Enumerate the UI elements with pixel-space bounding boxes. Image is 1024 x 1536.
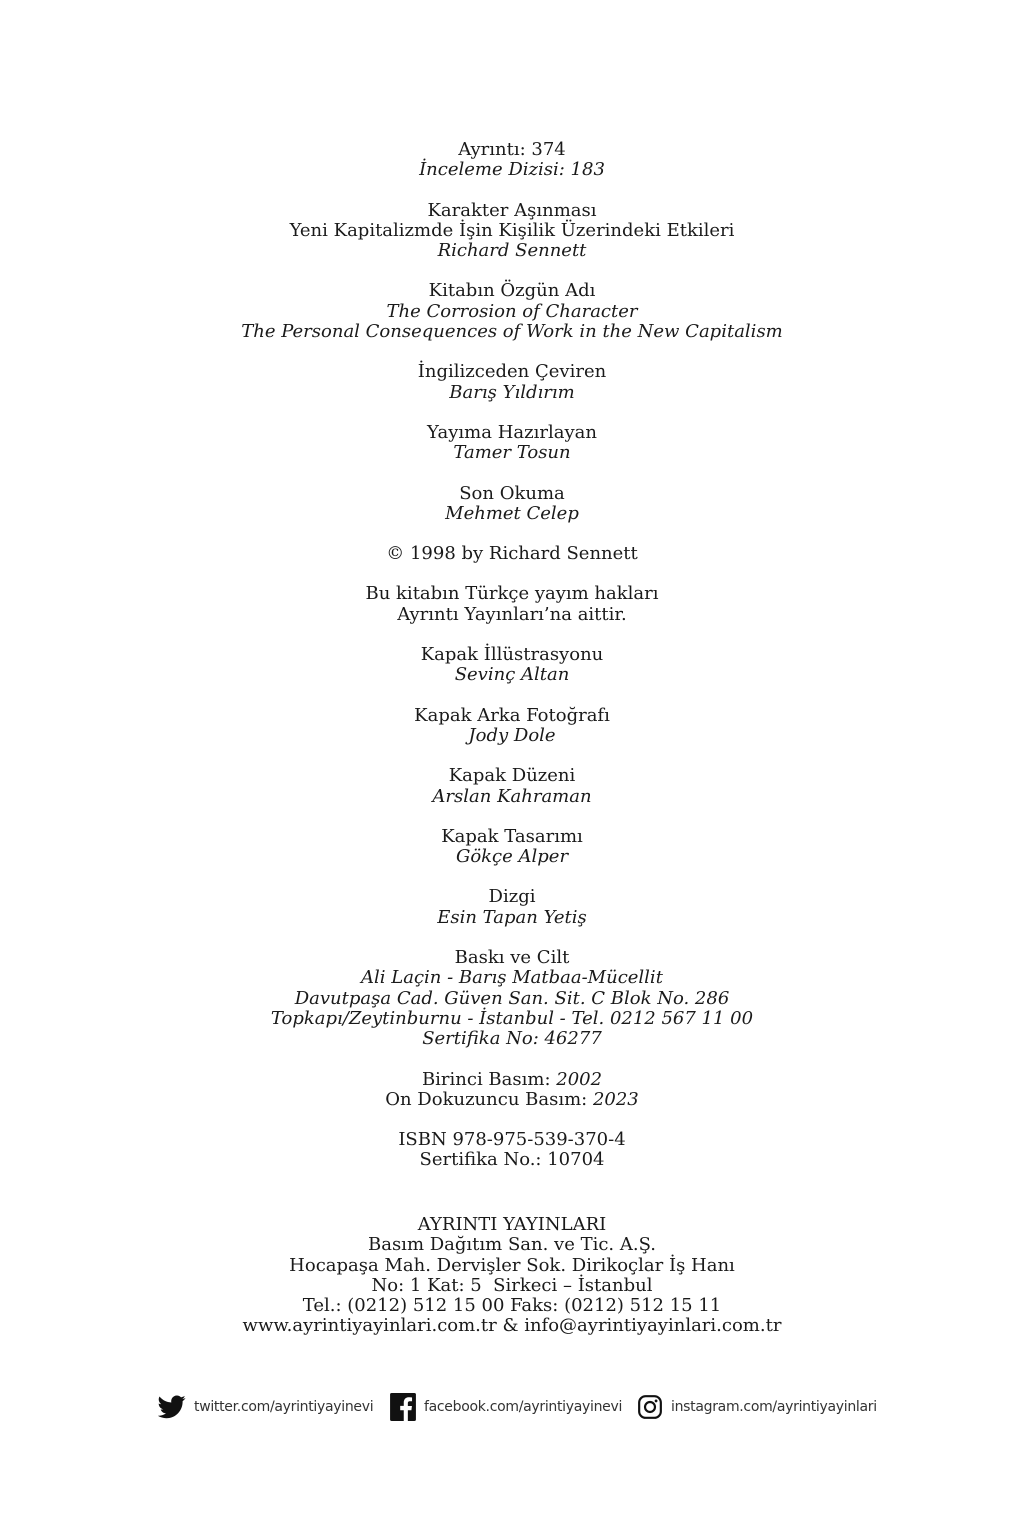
back-photo-name: Jody Dole xyxy=(468,724,556,746)
first-edition xyxy=(0,1070,1024,1090)
translator-label: İngilizceden Çeviren xyxy=(417,361,607,383)
proofreader-label: Son Okuma xyxy=(459,482,565,504)
book-title: Karakter Aşınması xyxy=(427,199,597,221)
publisher-line-5: www.ayrintiyayinlari.com.tr & info@ayrintiyayinlari.com.tr xyxy=(242,1315,782,1337)
proofreader-name: Mehmet Celep xyxy=(445,502,579,524)
printing-line-1: Ali Laçin - Barış Matbaa-Mücellit xyxy=(361,967,663,989)
latest-edition xyxy=(0,1090,1024,1110)
printing-label: Baskı ve Cilt xyxy=(454,947,570,969)
latest-edition-label: On Dokuzuncu Basım: xyxy=(385,1088,593,1110)
instagram-camera-icon xyxy=(637,1394,663,1420)
twitter-link[interactable] xyxy=(158,1392,373,1422)
series-subseries: İnceleme Dizisi: 183 xyxy=(419,159,605,181)
first-edition-label: Birinci Basım: xyxy=(421,1068,557,1090)
original-title-block xyxy=(0,281,1024,342)
typesetting-label: Dizgi xyxy=(488,886,536,908)
back-photo-label: Kapak Arka Fotoğrafı xyxy=(414,704,610,726)
original-title-label: Kitabın Özgün Adı xyxy=(428,280,596,302)
publisher-line-4: Tel.: (0212) 512 15 00 Faks: (0212) 512 15 11 xyxy=(302,1295,722,1317)
book-author: Richard Sennett xyxy=(437,240,587,262)
printing-block xyxy=(0,948,1024,1049)
isbn-block xyxy=(0,1130,1024,1171)
cover-design-label: Kapak Tasarımı xyxy=(441,825,583,847)
twitter-bird-icon xyxy=(158,1395,186,1419)
editor-block xyxy=(0,423,1024,464)
cover-layout-name: Arslan Kahraman xyxy=(432,785,592,807)
latest-edition-year: 2023 xyxy=(592,1088,639,1110)
facebook-link[interactable] xyxy=(390,1392,622,1422)
proofreader-block xyxy=(0,484,1024,525)
twitter-handle: twitter.com/ayrintiyayinevi xyxy=(194,1399,374,1415)
isbn: ISBN 978-975-539-370-4 xyxy=(398,1129,626,1151)
cover-layout-block xyxy=(0,766,1024,807)
translator-name: Barış Yıldırım xyxy=(449,381,575,403)
cover-illustration-label: Kapak İllüstrasyonu xyxy=(420,644,604,666)
cover-layout-label: Kapak Düzeni xyxy=(448,765,576,787)
editions-block xyxy=(0,1070,1024,1111)
translator-block xyxy=(0,362,1024,403)
copyright-block xyxy=(0,544,1024,564)
copyright-notice: © 1998 by Richard Sennett xyxy=(386,543,638,565)
printing-line-2: Davutpaşa Cad. Güven San. Sit. C Blok No. 286 xyxy=(294,987,730,1009)
editor-label: Yayıma Hazırlayan xyxy=(427,421,597,443)
rights-line-1: Bu kitabın Türkçe yayım hakları xyxy=(365,583,659,605)
editor-name: Tamer Tosun xyxy=(453,442,571,464)
title-block xyxy=(0,201,1024,262)
facebook-handle: facebook.com/ayrintiyayinevi xyxy=(424,1399,623,1415)
instagram-link[interactable] xyxy=(637,1392,877,1422)
cover-illustration-name: Sevinç Altan xyxy=(454,664,570,686)
book-subtitle: Yeni Kapitalizmde İşin Kişilik Üzerindeki Etkileri xyxy=(289,219,735,241)
original-title: The Corrosion of Character xyxy=(386,300,638,322)
cover-design-name: Gökçe Alper xyxy=(455,846,569,868)
social-links xyxy=(0,1392,1024,1432)
back-photo-block xyxy=(0,706,1024,747)
publisher-name: AYRINTI YAYINLARI xyxy=(417,1214,607,1235)
printing-line-4: Sertifika No: 46277 xyxy=(422,1028,602,1050)
facebook-f-icon xyxy=(390,1393,416,1421)
original-subtitle: The Personal Consequences of Work in the New Capitalism xyxy=(241,321,783,343)
instagram-handle: instagram.com/ayrintiyayinlari xyxy=(671,1399,877,1415)
typesetting-block xyxy=(0,887,1024,928)
cover-design-block xyxy=(0,827,1024,868)
publisher-block xyxy=(0,1215,1024,1337)
publisher-line-1: Basım Dağıtım San. ve Tic. A.Ş. xyxy=(367,1234,657,1256)
first-edition-year: 2002 xyxy=(556,1068,603,1090)
series-block xyxy=(0,140,1024,181)
rights-block xyxy=(0,584,1024,625)
series-number: Ayrıntı: 374 xyxy=(458,139,566,160)
typesetting-name: Esin Tapan Yetiş xyxy=(437,906,587,928)
rights-line-2: Ayrıntı Yayınları’na aittir. xyxy=(397,603,627,625)
printing-line-3: Topkapı/Zeytinburnu - İstanbul - Tel. 0212 567 11 00 xyxy=(270,1007,754,1029)
certificate-number: Sertifika No.: 10704 xyxy=(419,1149,605,1171)
cover-illustration-block xyxy=(0,645,1024,686)
publisher-line-3: No: 1 Kat: 5 Sirkeci – İstanbul xyxy=(371,1274,653,1296)
publisher-line-2: Hocapaşa Mah. Dervişler Sok. Dirikoçlar İş Hanı xyxy=(289,1254,735,1276)
imprint-page xyxy=(0,140,1024,1191)
